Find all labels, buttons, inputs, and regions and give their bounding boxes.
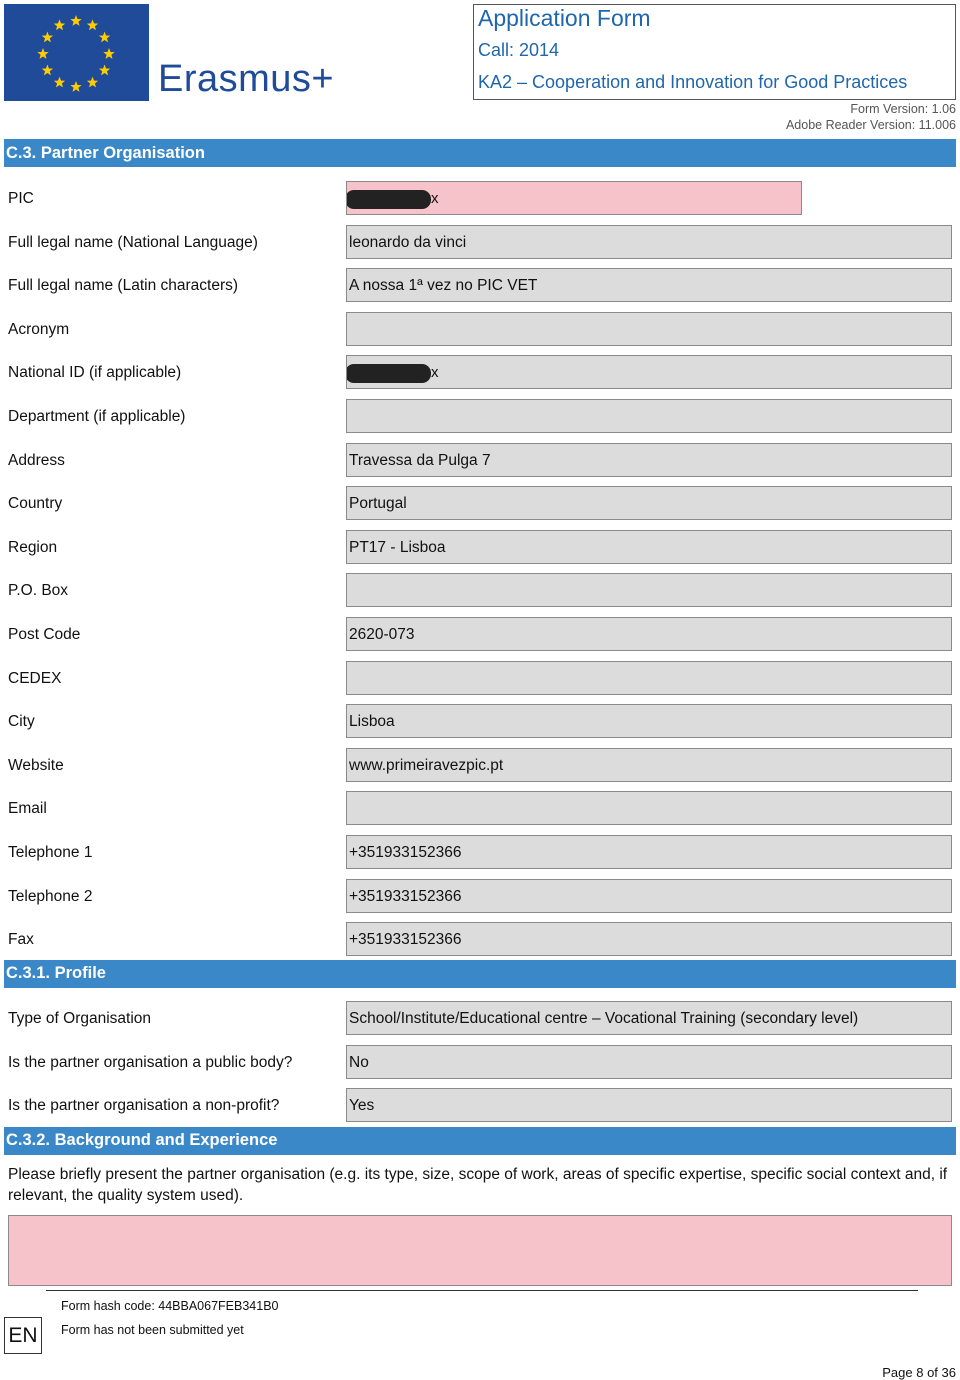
field-input[interactable] [346, 312, 952, 346]
section-profile: C.3.1. Profile [4, 960, 956, 988]
field-input[interactable]: +351933152366 [346, 922, 952, 956]
reader-version: Adobe Reader Version: 11.006 [785, 118, 956, 132]
field-label: Post Code [8, 626, 81, 643]
key-action: KA2 – Cooperation and Innovation for Good Practices [478, 72, 908, 92]
eu-star-icon [70, 81, 81, 92]
background-textarea[interactable] [8, 1215, 952, 1286]
field-input[interactable]: Portugal [346, 486, 952, 520]
redacted-value: x [431, 190, 439, 207]
field-input[interactable] [346, 661, 952, 695]
eu-star-icon [87, 77, 98, 88]
eu-star-icon [54, 19, 65, 30]
field-label: Is the partner organisation a non-profit? [8, 1097, 280, 1114]
field-label: Email [8, 800, 47, 818]
footer-divider [46, 1290, 918, 1291]
form-title: Application Form [478, 5, 651, 31]
redacted-value: x [431, 364, 439, 382]
field-input[interactable] [346, 791, 952, 825]
eu-star-icon [42, 65, 53, 76]
field-input[interactable]: Travessa da Pulga 7 [346, 443, 952, 477]
field-label: Address [8, 451, 65, 469]
field-label: CEDEX [8, 669, 62, 687]
field-label: Department (if applicable) [8, 408, 186, 425]
field-input[interactable]: Lisboa [346, 704, 952, 738]
field-input[interactable]: +351933152366 [346, 879, 952, 913]
field-input[interactable]: 2620-073 [346, 617, 952, 651]
eu-star-icon [54, 77, 65, 88]
section-partner-organisation: C.3. Partner Organisation [4, 139, 956, 167]
pic-input[interactable] [346, 181, 802, 215]
field-input[interactable]: Yes [346, 1088, 952, 1122]
eu-star-icon [70, 15, 81, 26]
form-version: Form Version: 1.06 [850, 102, 956, 116]
field-input[interactable]: +351933152366 [346, 835, 952, 869]
field-label: PIC [8, 190, 34, 207]
field-label: Type of Organisation [8, 1010, 152, 1027]
field-input[interactable]: School/Institute/Educational centre – Vocational Training (secondary level) [346, 1001, 952, 1035]
section-background: C.3.2. Background and Experience [4, 1127, 956, 1155]
field-input[interactable]: A nossa 1ª vez no PIC VET [346, 268, 952, 302]
redaction-mark [346, 190, 431, 209]
field-input[interactable]: leonardo da vinci [346, 225, 952, 259]
field-label: City [8, 713, 35, 731]
field-label: Telephone 1 [8, 844, 93, 861]
eu-star-icon [42, 32, 53, 43]
field-label: Is the partner organisation a public body? [8, 1053, 293, 1071]
eu-star-icon [87, 19, 98, 30]
field-label: National ID (if applicable) [8, 364, 182, 382]
field-input[interactable] [346, 399, 952, 433]
submission-status: Form has not been submitted yet [61, 1323, 244, 1337]
eu-star-icon [99, 32, 110, 43]
field-input[interactable] [346, 355, 952, 389]
field-label: Acronym [8, 320, 70, 338]
eu-star-icon [37, 48, 48, 59]
field-input[interactable]: PT17 - Lisboa [346, 530, 952, 564]
field-label: P.O. Box [8, 582, 69, 600]
form-hash-code: Form hash code: 44BBA067FEB341B0 [61, 1299, 279, 1313]
field-label: Country [8, 495, 63, 513]
field-input[interactable]: www.primeiravezpic.pt [346, 748, 952, 782]
field-label: Full legal name (National Language) [8, 233, 258, 251]
field-label: Fax [8, 931, 34, 949]
call-year: Call: 2014 [478, 40, 560, 60]
field-label: Full legal name (Latin characters) [8, 277, 239, 295]
erasmus-plus-logo: Erasmus+ [158, 58, 335, 100]
redaction-mark [346, 364, 431, 383]
background-prompt: Please briefly present the partner organisation (e.g. its type, size, scope of work, areas of specific expertise, specific social context and, if relevant, the quality system used). [8, 1166, 948, 1204]
field-label: Region [8, 538, 58, 556]
field-input[interactable]: No [346, 1045, 952, 1079]
field-label: Website [8, 756, 64, 774]
eu-flag-logo [4, 4, 149, 101]
field-input[interactable] [346, 573, 952, 607]
eu-star-icon [99, 65, 110, 76]
page-number: Page 8 of 36 [882, 1365, 956, 1380]
field-label: Telephone 2 [8, 887, 93, 905]
language-indicator: EN [4, 1317, 42, 1354]
eu-star-icon [103, 48, 114, 59]
